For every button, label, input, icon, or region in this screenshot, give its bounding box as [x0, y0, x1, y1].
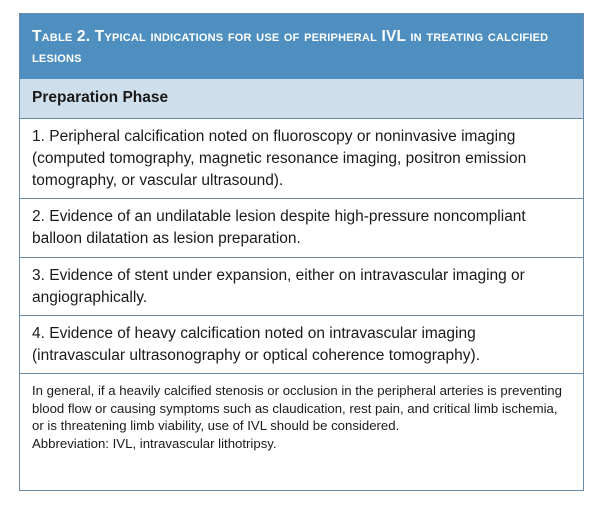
row-text: 2. Evidence of an undilatable lesion despite high-pressure noncompliant balloon dilatation as lesion preparation. — [32, 208, 526, 247]
row-text: 1. Peripheral calcification noted on fluoroscopy or noninvasive imaging (computed tomography, magnetic resonance imaging, positron emission tomography, or vascular ultrasound). — [32, 127, 527, 189]
table-footer — [20, 374, 583, 452]
table-title: Table 2. Typical indications for use of peripheral IVL in treating calcified lesions — [20, 14, 583, 79]
abbreviation-note: Abbreviation: IVL, intravascular lithotripsy. — [32, 435, 277, 451]
table-row — [20, 199, 583, 258]
row-text: 4. Evidence of heavy calcification noted on intravascular imaging (intravascular ultrasonography or optical coherence tomography). — [32, 324, 481, 364]
indications-table — [19, 13, 584, 491]
table-row — [20, 258, 583, 316]
row-text: 3. Evidence of stent under expansion, either on intravascular imaging or angiographically. — [32, 266, 525, 306]
table-row — [20, 316, 583, 374]
table-row — [20, 119, 583, 199]
section-heading: Preparation Phase — [20, 79, 583, 119]
footnote: In general, if a heavily calcified stenosis or occlusion in the peripheral arteries is preventing blood flow or causing symptoms such as claudication, rest pain, and critical limb ischemia, or is threatening limb viability, use of IVL should be considered. — [32, 383, 562, 433]
